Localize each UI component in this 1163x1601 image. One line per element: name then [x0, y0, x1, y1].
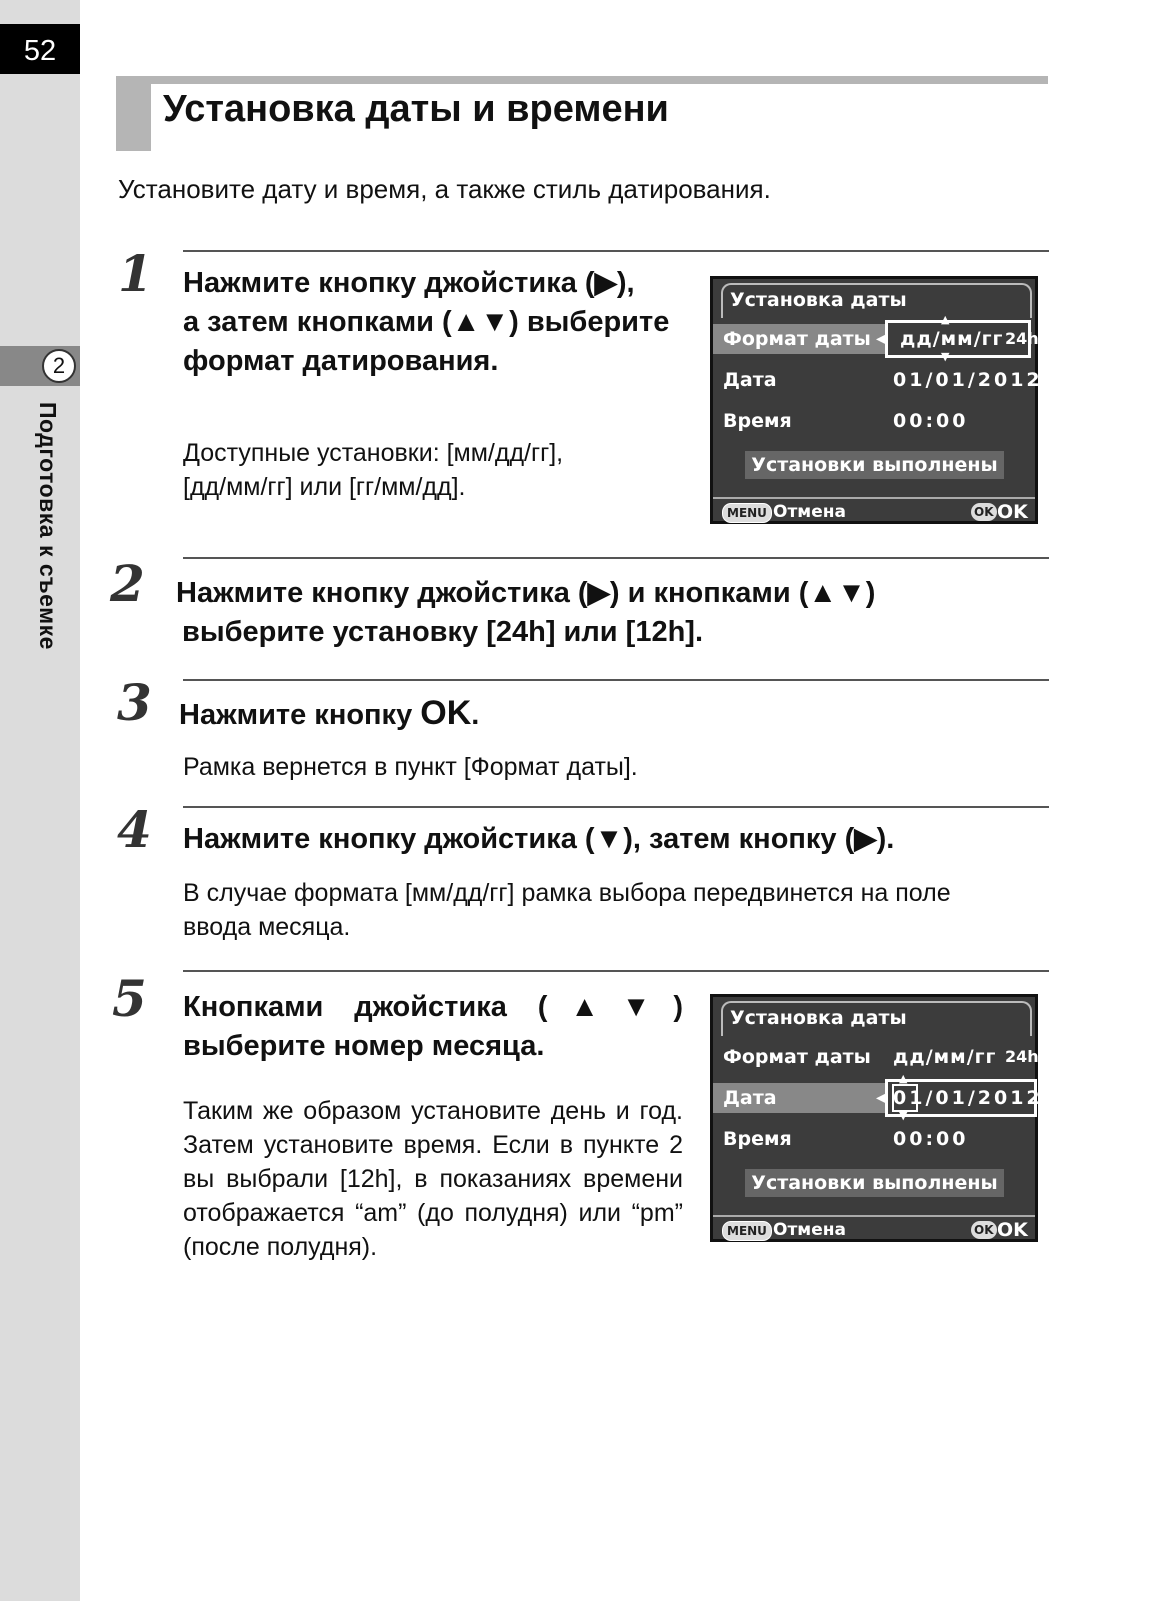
date-value: 01/01/2012	[893, 1087, 1043, 1109]
step-number: 4	[117, 800, 152, 859]
heading-line: формат датирования.	[183, 345, 499, 377]
date-label: Дата	[723, 369, 777, 391]
format-label: Формат даты	[723, 1046, 871, 1068]
chapter-sidebar	[0, 0, 80, 1601]
time-label: Время	[723, 1128, 792, 1150]
heading-line: выберите номер месяца.	[183, 1030, 545, 1062]
screen-title: Установка даты	[730, 1007, 907, 1029]
ok-glyph: OK	[420, 694, 472, 732]
date-value: 01/01/2012	[893, 369, 1043, 391]
left-arrow-icon: ◀	[876, 331, 887, 347]
step-3-body: Рамка вернется в пункт [Формат даты].	[183, 753, 638, 781]
step-divider	[183, 806, 1049, 808]
title-rule	[116, 76, 1048, 84]
intro-text: Установите дату и время, а также стиль датирования.	[118, 174, 771, 204]
ok-label: OK	[997, 1219, 1028, 1241]
up-arrow-icon: ▲	[941, 313, 950, 326]
date-label: Дата	[723, 1087, 777, 1109]
step-divider	[183, 250, 1049, 252]
step-number: 3	[117, 673, 152, 732]
heading-line: выберите установку [24h] или [12h].	[182, 616, 704, 648]
step-divider	[183, 970, 1049, 972]
format-label: Формат даты	[723, 328, 871, 350]
body-line: Доступные установки: [мм/дд/гг],	[183, 439, 564, 467]
screen-separator	[713, 497, 1035, 499]
time-mode: 24h	[1005, 1047, 1039, 1066]
cancel-label: Отмена	[773, 502, 846, 522]
body-line: ввода месяца.	[183, 913, 351, 941]
up-arrow-icon: ▲	[899, 1072, 908, 1085]
step-5-heading	[183, 988, 683, 1066]
chapter-number-badge: 2	[42, 349, 76, 383]
ok-button-icon: OK	[971, 503, 997, 521]
settings-done-button: Установки выполнены	[745, 1169, 1004, 1197]
ok-button-icon: OK	[971, 1221, 997, 1239]
body-line: [дд/мм/гг] или [гг/мм/дд].	[183, 473, 466, 501]
time-value: 00:00	[893, 410, 969, 432]
step-5-body: Таким же образом установите день и год. Затем установите время. Если в пункте 2 вы выбрали [12h], в показаниях времени отображается “am” (до полудня) или “pm” (после полудня).	[183, 1097, 683, 1261]
step-4-body	[183, 876, 951, 944]
down-arrow-icon: ▼	[899, 1109, 908, 1122]
left-arrow-icon: ◀	[876, 1090, 887, 1106]
date-row	[713, 365, 1043, 395]
step-number: 2	[110, 554, 145, 613]
step-1-body	[183, 436, 563, 504]
step-number: 5	[112, 969, 147, 1028]
camera-screen-date	[710, 994, 1043, 1242]
heading-text: Нажмите кнопку	[179, 699, 421, 731]
down-arrow-icon: ▼	[941, 350, 950, 363]
format-value: дд/мм/гг	[893, 1046, 997, 1068]
step-1-heading	[183, 264, 691, 381]
month-field-frame	[892, 1084, 918, 1112]
heading-suffix: .	[471, 699, 480, 731]
time-mode: 24h	[1005, 329, 1039, 348]
step-divider	[183, 557, 1049, 559]
time-label: Время	[723, 410, 792, 432]
format-row	[713, 1042, 1039, 1072]
time-value: 00:00	[893, 1128, 969, 1150]
body-line: В случае формата [мм/дд/гг] рамка выбора передвинется на поле	[183, 879, 951, 907]
camera-screen-format	[710, 276, 1043, 524]
title-marker	[116, 76, 151, 151]
step-3-heading	[179, 694, 479, 735]
ok-label: OK	[997, 501, 1028, 523]
page-title: Установка даты и времени	[163, 88, 669, 130]
step-number: 1	[118, 244, 153, 303]
time-row	[713, 406, 1035, 436]
screen-title: Установка даты	[730, 289, 907, 311]
heading-line: Кнопками джойстика (▲▼)	[183, 991, 683, 1023]
settings-done-button: Установки выполнены	[745, 451, 1004, 479]
step-2-heading	[176, 574, 875, 652]
chapter-title: Подготовка к съемке	[35, 402, 61, 650]
menu-button-icon: MENU	[722, 1221, 772, 1241]
page-number: 52	[0, 24, 80, 74]
format-value: дд/мм/гг	[900, 328, 1004, 350]
heading-line: Нажмите кнопку джойстика (▶) и кнопками (▲▼)	[176, 577, 876, 609]
cancel-label: Отмена	[773, 1220, 846, 1240]
heading-line: Нажмите кнопку джойстика (▶),	[183, 267, 635, 299]
time-row	[713, 1124, 1035, 1154]
menu-button-icon: MENU	[722, 503, 772, 523]
step-4-heading: Нажмите кнопку джойстика (▼), затем кнопку (▶).	[183, 823, 895, 855]
screen-separator	[713, 1215, 1035, 1217]
selection-frame	[885, 320, 1031, 358]
step-divider	[183, 679, 1049, 681]
heading-line: а затем кнопками (▲▼) выберите	[183, 306, 670, 338]
